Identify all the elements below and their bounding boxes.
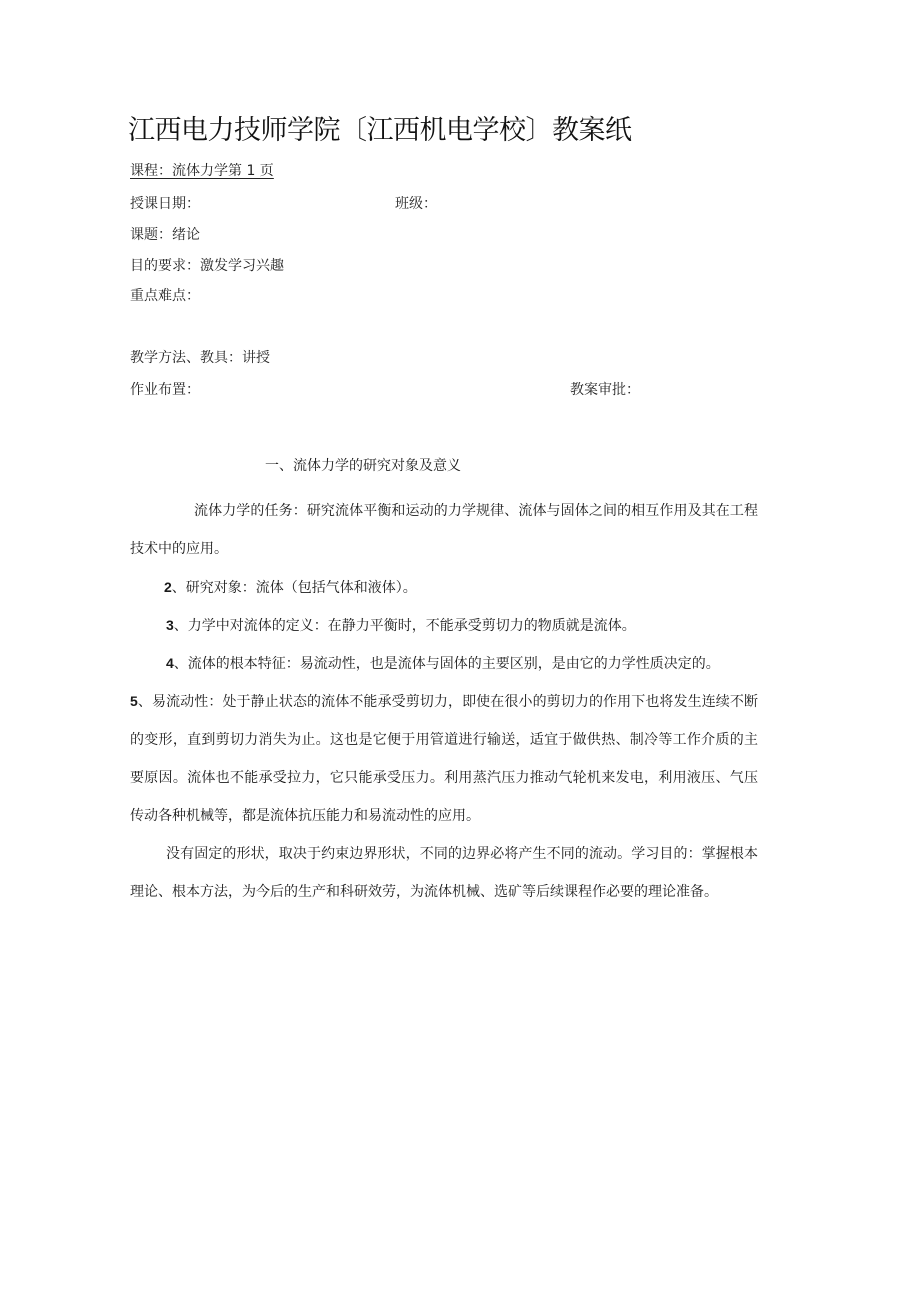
item-number: 5 [130,693,138,709]
document-title: 江西电力技师学院〔江西机电学校〕教案纸 [128,115,632,146]
topic: 课题：绪论 [130,227,200,243]
key-points: 重点难点： [130,288,200,304]
review-label: 教案审批： [570,382,640,398]
class-label: 班级： [395,196,437,212]
section-title: 一、流体力学的研究对象及意义 [265,458,461,474]
item-number: 2 [164,579,172,595]
objective: 目的要求：激发学习兴趣 [130,258,284,274]
paragraph-feature [130,644,762,683]
item-text: 、研究对象：流体（包括气体和液体）。 [171,580,417,596]
paragraph-task: 流体力学的任务：研究流体平衡和运动的力学规律、流体与固体之间的相互作用及其在工程技术中的应用。 [130,503,758,557]
homework-label: 作业布置： [130,382,200,398]
teaching-method: 教学方法、教具：讲授 [130,350,270,366]
paragraph-definition [130,606,758,645]
item-text: 、流体的根本特征：易流动性，也是流体与固体的主要区别，是由它的力学性质决定的。 [173,656,720,672]
item-number: 4 [166,655,174,671]
item-text: 、易流动性：处于静止状态的流体不能承受剪切力，即使在很小的剪切力的作用下也将发生连续不断的变形，直到剪切力消失为止。这也是它便于用管道进行输送，适宜于做供热、制冷等工作介质的主要原因。流体也不能承受拉力，它只能承受压力。利用蒸汽压力推动气轮机来发电，利用液压、气压传动各种机械等，都是流体抗压能力和易流动性的应用。 [130,694,758,824]
item-text: 、力学中对流体的定义：在静力平衡时，不能承受剪切力的物质就是流体。 [173,618,636,634]
date-label: 授课日期： [130,196,200,212]
item-number: 3 [166,617,174,633]
course-line: 课程：流体力学第 1 页 [130,163,274,179]
paragraph-fluidity [130,682,758,835]
paragraph-object [130,568,758,607]
paragraph-shape: 没有固定的形状，取决于约束边界形状，不同的边界必将产生不同的流动。学习目的：掌握根本理论、根本方法，为今后的生产和科研效劳，为流体机械、选矿等后续课程作必要的理论准备。 [130,846,758,900]
